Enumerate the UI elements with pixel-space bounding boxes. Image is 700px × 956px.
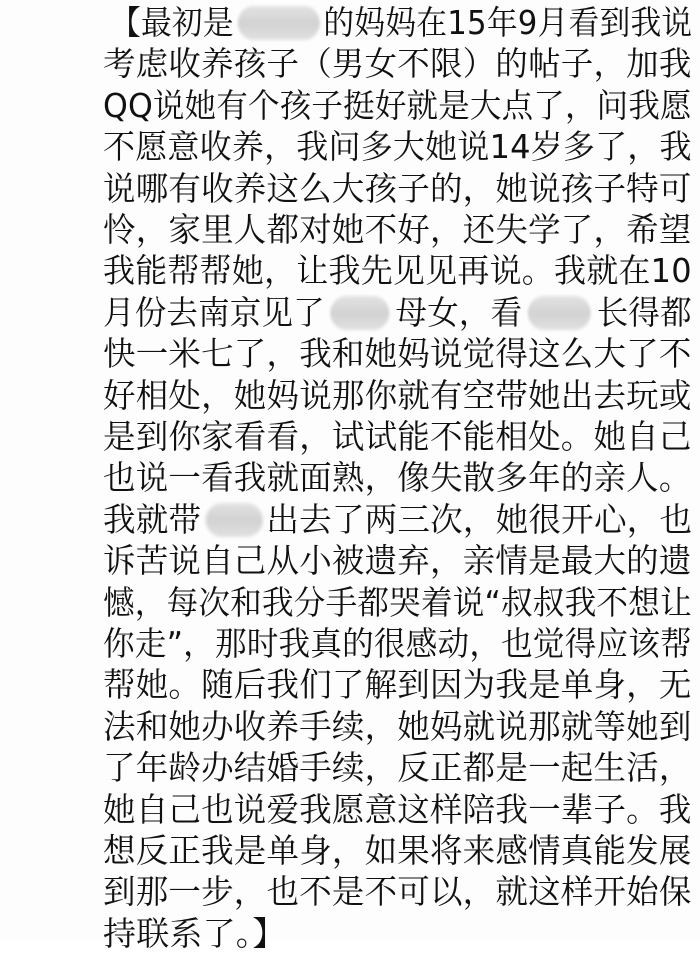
text-segment: 憾，每次和我分手都哭着说“叔叔我不想让 xyxy=(103,582,692,622)
text-line xyxy=(103,622,692,666)
text-line xyxy=(103,663,692,707)
text-segment: 考虑收养孩子（男女不限）的帖子，加我 xyxy=(103,44,692,84)
text-line xyxy=(103,42,692,86)
text-line xyxy=(103,829,692,873)
redaction-blur xyxy=(205,503,262,537)
text-line xyxy=(103,249,692,293)
text-line xyxy=(103,374,692,418)
text-line xyxy=(103,498,692,542)
text-segment: 帮她。随后我们了解到因为我是单身，无 xyxy=(103,665,692,705)
redaction-blur xyxy=(528,296,591,330)
text-segment: 不愿意收养，我问多大她说14岁多了，我 xyxy=(103,127,692,167)
text-line xyxy=(103,539,692,583)
redaction-blur xyxy=(331,296,390,330)
text-segment: 是到你家看看，试试能不能相处。她自己 xyxy=(103,417,692,456)
text-segment: 她自己也说爱我愿意这样陪我一辈子。我 xyxy=(103,789,692,829)
text-line xyxy=(103,581,692,625)
text-line xyxy=(110,1,692,45)
text-segment: 了年龄办结婚手续，反正都是一起生活， xyxy=(103,748,692,788)
text-line xyxy=(103,167,692,211)
text-segment: 好相处，她妈说那你就有空带她出去玩或 xyxy=(103,375,692,415)
text-segment: 我就带 xyxy=(103,499,202,539)
text-line xyxy=(103,415,692,459)
text-segment: 到那一步，也不是不可以，就这样开始保 xyxy=(103,872,692,912)
text-line xyxy=(103,208,692,252)
text-line xyxy=(103,746,692,790)
text-segment: 怜，家里人都对她不好，还失学了，希望 xyxy=(103,210,692,249)
redaction-blur xyxy=(238,6,320,40)
text-segment: 法和她办收养手续，她妈就说那就等她到 xyxy=(103,706,692,746)
text-line xyxy=(103,84,692,128)
text-line xyxy=(103,870,692,914)
text-segment: 也说一看我就面熟，像失散多年的亲人。 xyxy=(103,458,692,498)
text-line xyxy=(103,705,692,749)
text-line xyxy=(103,291,692,335)
text-segment: 诉苦说自己从小被遗弃，亲情是最大的遗 xyxy=(103,541,692,581)
text-segment: 持联系了。】 xyxy=(103,913,286,953)
text-segment: QQ说她有个孩子挺好就是大点了，问我愿 xyxy=(103,85,692,125)
text-line xyxy=(103,912,286,956)
text-segment: 你走”，那时我真的很感动，也觉得应该帮 xyxy=(103,624,692,663)
text-segment: 母女，看 xyxy=(395,292,523,332)
text-line xyxy=(103,788,692,832)
text-line xyxy=(103,125,692,169)
text-segment: 出去了两三次，她很开心，也 xyxy=(266,499,693,539)
text-line xyxy=(103,456,692,500)
text-segment: 快一米七了，我和她妈说觉得这么大了不 xyxy=(103,334,692,374)
text-segment: 说哪有收养这么大孩子的，她说孩子特可 xyxy=(103,168,692,208)
text-segment: 【最初是 xyxy=(110,3,234,42)
text-segment: 想反正我是单身，如果将来感情真能发展 xyxy=(103,831,692,870)
text-segment: 长得都 xyxy=(596,292,692,332)
text-segment: 月份去南京见了 xyxy=(103,292,325,332)
text-segment: 我能帮帮她，让我先见见再说。我就在10 xyxy=(103,251,692,291)
text-segment: 的妈妈在15年9月看到我说 xyxy=(323,3,693,42)
text-line xyxy=(103,332,692,376)
